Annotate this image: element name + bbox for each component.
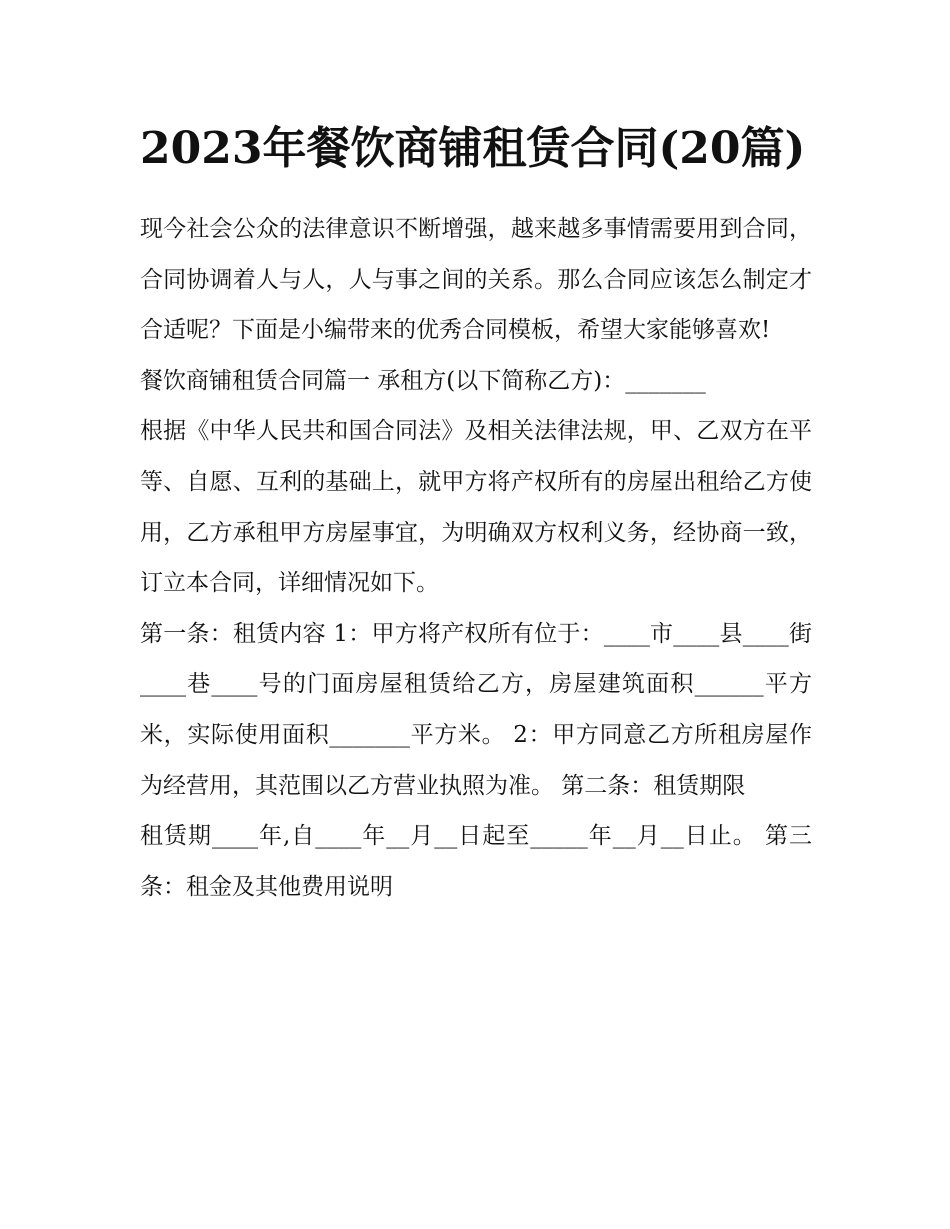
intro-paragraph: 现今社会公众的法律意识不断增强，越来越多事情需要用到合同，合同协调着人与人，人与事之间的关系。那么合同应该怎么制定才合适呢？下面是小编带来的优秀合同模板，希望大家能够喜欢! xyxy=(140,216,812,344)
lease-term-paragraph: 租赁期____年,自____年__月__日起至_____年__月__日止。 第三条：租金及其他费用说明 xyxy=(140,823,812,900)
contract-heading-paragraph: 餐饮商铺租赁合同篇一 承租方(以下简称乙方)：_______ xyxy=(140,367,706,394)
contract-preamble-paragraph: 根据《中华人民共和国合同法》及相关法律法规，甲、乙双方在平等、自愿、互利的基础上，就甲方将产权所有的房屋出租给乙方使用，乙方承租甲方房屋事宜，为明确双方权利义务，经协商一致，订立本合同，详细情况如下。 xyxy=(140,418,812,597)
article-one-paragraph: 第一条：租赁内容 1：甲方将产权所有位于：____市____县____街____巷____号的门面房屋租赁给乙方，房屋建筑面积______平方米，实际使用面积_______平方米。 2：甲方同意乙方所租房屋作为经营用，其范围以乙方营业执照为准。 第二条：租赁期限 xyxy=(140,620,812,799)
document-title: 2023年餐饮商铺租赁合同(20篇) xyxy=(140,123,806,174)
document-body xyxy=(140,118,812,912)
